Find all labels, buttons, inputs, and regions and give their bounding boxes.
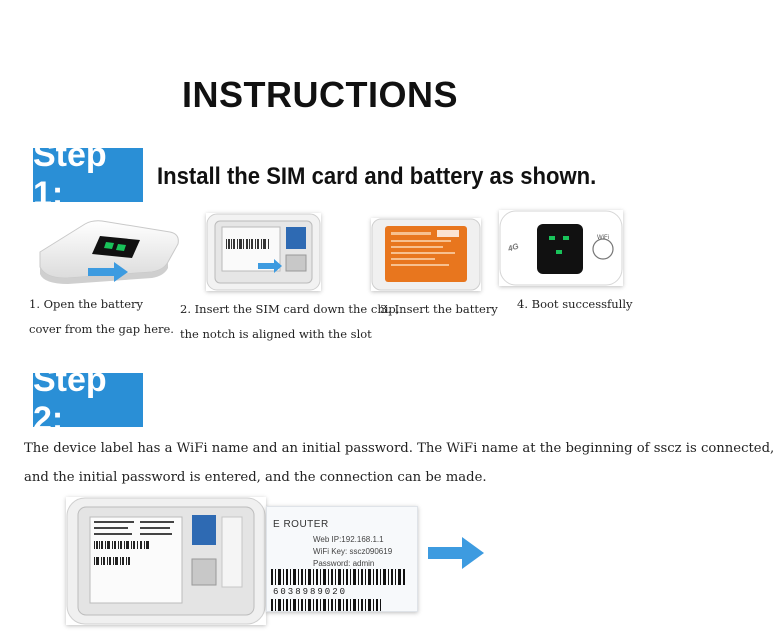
blue-arrow-icon: [88, 262, 128, 282]
router-label-closeup: [266, 506, 418, 612]
step1-badge: Step 1:: [33, 148, 143, 202]
battery-inserted-image: [371, 218, 481, 291]
caption-2-line1: 2. Insert the SIM card down the chip,: [180, 302, 400, 316]
label-wifi-key: WiFi Key: sscz090619: [313, 547, 393, 556]
device-back-label-image: [66, 497, 266, 625]
label-router-title: E ROUTER: [273, 519, 329, 530]
label-barcode-bottom: [271, 599, 411, 611]
step2-badge: Step 2:: [33, 373, 143, 427]
caption-3: [380, 297, 498, 322]
caption-4: [517, 292, 633, 317]
label-barcode-number: 6038989020: [273, 587, 348, 597]
caption-2: [180, 297, 399, 347]
caption-1: [29, 292, 174, 342]
caption-1-line2: cover from the gap here.: [29, 322, 174, 336]
device-logo: 4G: [506, 241, 520, 254]
caption-3-line1: 3. Insert the battery: [380, 302, 498, 316]
page-title: INSTRUCTIONS: [182, 74, 458, 115]
sim-insert-image: [206, 213, 321, 291]
step2-paragraph-line2: and the initial password is entered, and the connection can be made.: [24, 470, 487, 485]
label-barcode-top: [271, 569, 411, 585]
caption-4-line1: 4. Boot successfully: [517, 297, 633, 311]
caption-1-line1: 1. Open the battery: [29, 297, 144, 311]
wifi-badge: WiFi: [597, 235, 609, 241]
caption-2-line2: the notch is aligned with the slot: [180, 327, 372, 341]
arrow-right-icon: [428, 537, 484, 569]
label-password: Password: admin: [313, 559, 375, 568]
step1-heading: Install the SIM card and battery as shown.: [157, 163, 597, 190]
label-web-ip: Web IP:192.168.1.1: [313, 535, 384, 544]
step2-paragraph-line1: The device label has a WiFi name and an initial password. The WiFi name at the beginning of sscz is connected,: [24, 441, 774, 456]
